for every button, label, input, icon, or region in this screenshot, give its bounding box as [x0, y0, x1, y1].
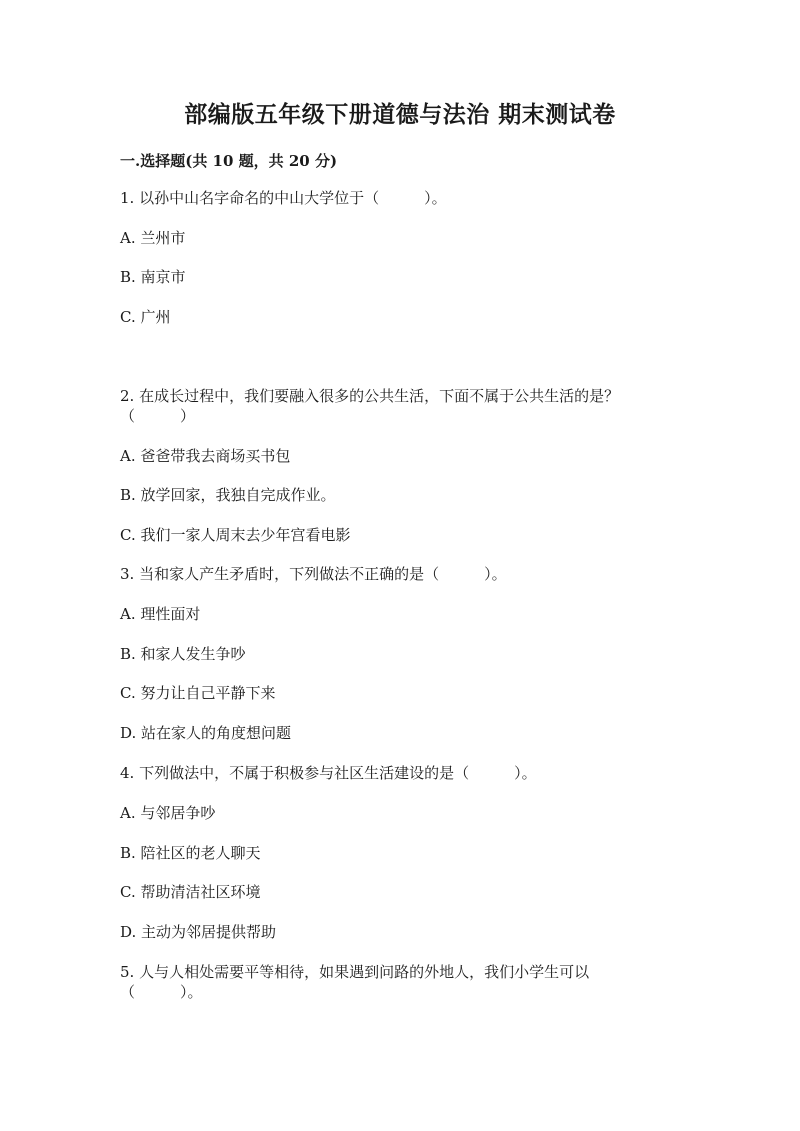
question-1-stem: 1. 以孙中山名字命名的中山大学位于（ ）。 — [120, 189, 447, 207]
question-3-option-c: C. 努力让自己平静下来 — [120, 684, 276, 702]
question-2-stem: 2. 在成长过程中，我们要融入很多的公共生活，下面不属于公共生活的是？（ ） — [120, 387, 620, 425]
question-2-option-c: C. 我们一家人周末去少年宫看电影 — [120, 526, 351, 544]
question-4-option-c: C. 帮助清洁社区环境 — [120, 883, 261, 901]
question-2-option-a: A. 爸爸带我去商场买书包 — [120, 447, 291, 465]
question-4-option-d: D. 主动为邻居提供帮助 — [120, 923, 277, 941]
question-3-option-d: D. 站在家人的角度想问题 — [120, 724, 292, 742]
question-4-stem: 4. 下列做法中，不属于积极参与社区生活建设的是（ ）。 — [120, 764, 537, 782]
question-3-option-b: B. 和家人发生争吵 — [120, 645, 246, 663]
question-1-option-c: C. 广州 — [120, 308, 171, 326]
question-3-stem: 3. 当和家人产生矛盾时，下列做法不正确的是（ ）。 — [120, 565, 507, 583]
question-4-option-b: B. 陪社区的老人聊天 — [120, 844, 261, 862]
question-3-option-a: A. 理性面对 — [120, 605, 201, 623]
question-4-option-a: A. 与邻居争吵 — [120, 804, 216, 822]
question-1-option-a: A. 兰州市 — [120, 229, 186, 247]
section-heading: 一.选择题(共 10 题，共 20 分) — [120, 152, 338, 170]
question-2-option-b: B. 放学回家，我独自完成作业。 — [120, 486, 336, 504]
question-1-option-b: B. 南京市 — [120, 268, 186, 286]
exam-title: 部编版五年级下册道德与法治 期末测试卷 — [184, 101, 616, 128]
question-5-stem: 5. 人与人相处需要平等相待，如果遇到问路的外地人，我们小学生可以（ ）。 — [120, 963, 590, 1001]
